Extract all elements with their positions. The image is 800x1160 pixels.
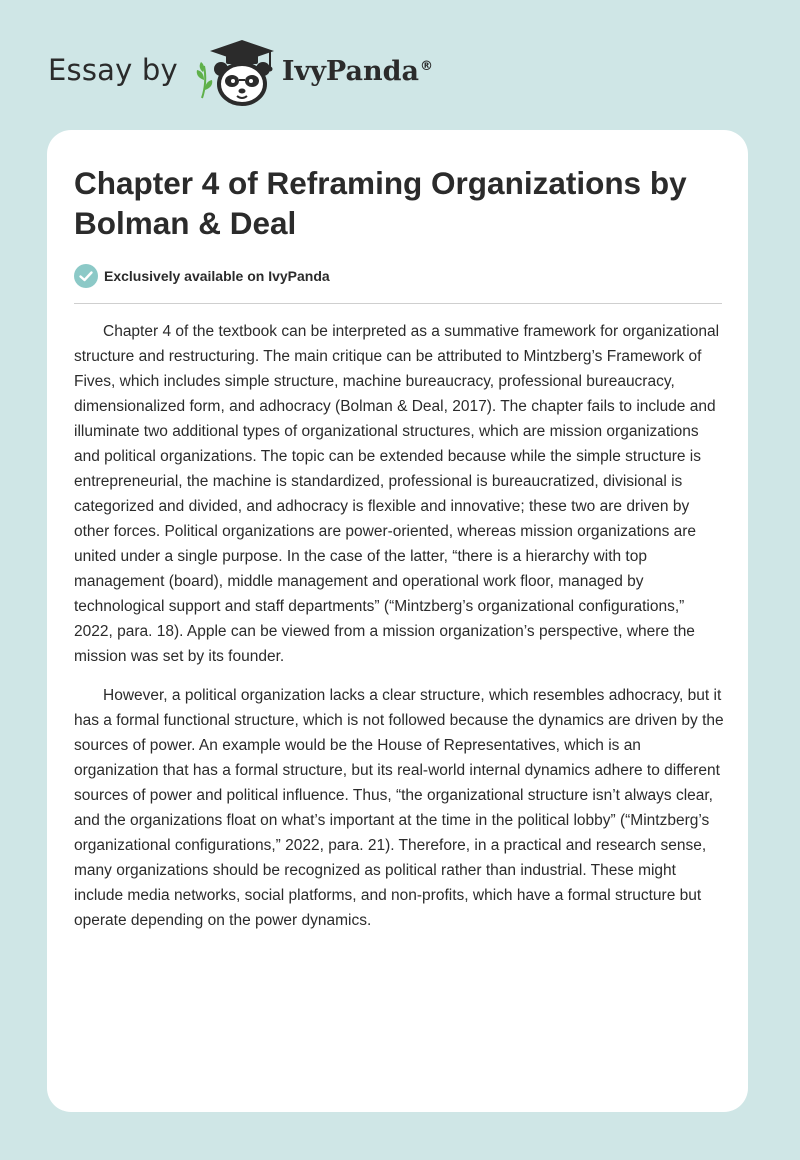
exclusive-badge-text: Exclusively available on IvyPanda [104,268,330,284]
check-circle-icon [74,264,98,288]
page-title: Chapter 4 of Reframing Organizations by Bolman & Deal [74,165,687,241]
divider [74,303,722,304]
essay-card [47,130,748,1112]
site-header [48,36,433,108]
brand-name[interactable]: IvyPanda® [281,55,433,87]
brand-prefix: Essay by [48,53,178,87]
panda-graduate-logo-icon[interactable] [192,36,278,108]
registered-mark: ® [419,58,433,74]
exclusive-badge [74,264,330,288]
essay-body [74,319,726,947]
essay-paragraph: Chapter 4 of the textbook can be interpreted as a summative framework for organizational structure and restructuring. The main critique can be attributed to Mintzberg’s Framework of Fives, which includes simple structure, machine bureaucracy, professional bureaucracy, dimensionalized form, and adhocracy (Bolman & Deal, 2017). The chapter fails to include and illuminate two additional types of organizational structures, which are mission organizations and political organizations. The topic can be extended because while the simple structure is entrepreneurial, the machine is standardized, professional is bureaucratized, divisional is categorized and divided, and adhocracy is flexible and innovative; these two are driven by other forces. Political organizations are power-oriented, whereas mission organizations are united under a single purpose. In the case of the latter, “there is a hierarchy with top management (board), middle management and operational work floor, managed by technological support and staff departments” (“Mintzberg’s organizational configurations,” 2022, para. 18). Apple can be viewed from a mission organization’s perspective, where the mission was set by its founder. [74,323,720,665]
essay-paragraph: However, a political organization lacks a clear structure, which resembles adhocracy, but it has a formal functional structure, which is not followed because the dynamics are driven by the sources of power. An example would be the House of Representatives, which is an organization that has a formal structure, but its real-world internal dynamics adhere to different sources of power and political influence. Thus, “the organizational structure isn’t always clear, and the organizations float on what’s important at the time in the political lobby” (“Mintzberg’s organizational configurations,” 2022, para. 21). Therefore, in a practical and research sense, many organizations should be recognized as political rather than industrial. These might include media networks, social platforms, and non-profits, which have a formal structure but operate depending on the power dynamics. [74,687,724,929]
